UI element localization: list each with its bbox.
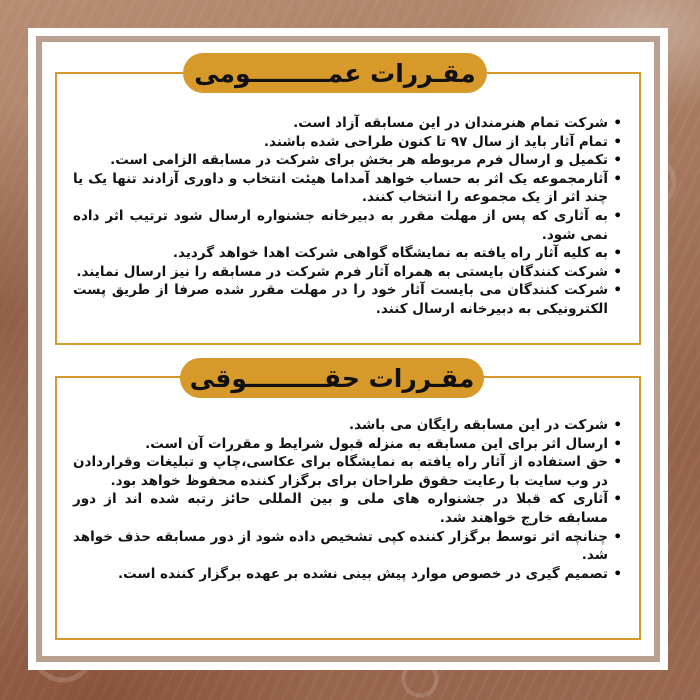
rule-item: • شرکت تمام هنرمندان در این مسابقه آزاد است.	[73, 114, 623, 133]
rule-item: • آثارمجموعه یک اثر به حساب خواهد آمداما هیئت انتخاب و داوری آزادند تنها یک یا چند اثر از یک مجموعه را انتخاب کنند.	[73, 170, 623, 207]
general-rules-banner	[183, 53, 487, 93]
rule-item: • حق استفاده از آثار راه یافته به نمایشگاه برای عکاسی،چاپ و تبلیغات وقراردادن در وب سایت با رعایت حقوق طراحان برای برگزار کننده محفوظ خواهد بود.	[73, 453, 623, 490]
general-rules-title: مقـررات عمـــــــــومی	[194, 58, 476, 88]
rule-item: • به کلیه آثار راه یافته به نمایشگاه گواهی شرکت اهدا خواهد گردید.	[73, 244, 623, 263]
section-general-rules	[55, 72, 641, 345]
rule-item: • آثاری که قبلا در جشنواره های ملی و بین المللی حائز رتبه شده اند از دور مسابقه خارج خواهند شد.	[73, 490, 623, 527]
poster-card	[28, 28, 668, 670]
rule-item: • شرکت کنندگان بایستی به همراه آثار فرم شرکت در مسابقه را نیز ارسال نمایند.	[73, 263, 623, 282]
legal-rules-list	[57, 378, 639, 583]
legal-rules-banner	[180, 358, 484, 398]
rule-item: • شرکت در این مسابقه رایگان می باشد.	[73, 416, 623, 435]
rule-item: • تصمیم گیری در خصوص موارد پیش بینی نشده بر عهده برگزار کننده است.	[73, 565, 623, 584]
rule-item: • شرکت کنندگان می بایست آثار خود را در مهلت مقرر شده صرفا از طریق پست الکترونیکی به دبیرخانه ارسال کنند.	[73, 281, 623, 318]
rule-item: • چنانچه اثر توسط برگزار کننده کپی تشخیص داده شود از دور مسابقه حذف خواهد شد.	[73, 528, 623, 565]
rule-item: • تمام آثار باید از سال ۹۷ تا کنون طراحی شده باشند.	[73, 133, 623, 152]
rule-item: • به آثاری که پس از مهلت مقرر به دبیرخانه جشنواره ارسال شود ترتیب اثر داده نمی شود.	[73, 207, 623, 244]
rule-item: • تکمیل و ارسال فرم مربوطه هر بخش برای شرکت در مسابقه الزامی است.	[73, 151, 623, 170]
section-legal-rules	[55, 376, 641, 640]
rule-item: • ارسال اثر برای این مسابقه به منزله قبول شرایط و مقررات آن است.	[73, 435, 623, 454]
legal-rules-title: مقـررات حقـــــــــوقی	[189, 363, 475, 393]
general-rules-list	[57, 74, 639, 319]
